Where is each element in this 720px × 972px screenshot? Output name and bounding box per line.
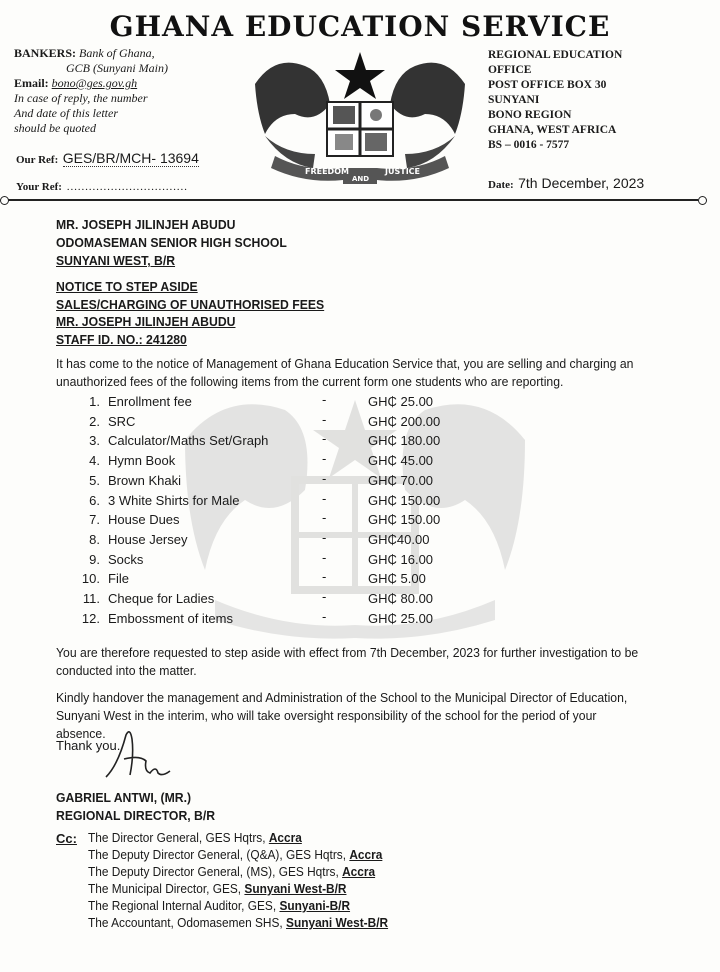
list-item: 7. House Dues - GH₵ 150.00 xyxy=(89,510,441,528)
our-ref xyxy=(16,150,199,168)
motto-and: AND xyxy=(352,175,370,183)
recipient-school: ODOMASEMAN SENIOR HIGH SCHOOL xyxy=(56,235,287,250)
header-right-block xyxy=(488,48,622,153)
date xyxy=(488,175,644,193)
cc-list xyxy=(88,830,388,932)
subject-line1: NOTICE TO STEP ASIDE xyxy=(56,279,198,294)
office-line4: SUNYANI xyxy=(488,94,540,106)
email-label: Email: xyxy=(14,76,49,90)
list-item: 4. Hymn Book - GH₵ 45.00 xyxy=(89,451,434,469)
subject-block xyxy=(56,278,324,348)
signature-block xyxy=(56,789,215,824)
cc-entry: The Municipal Director, GES, Sunyani West-B/R xyxy=(88,882,347,896)
list-item: 6. 3 White Shirts for Male - GH₵ 150.00 xyxy=(89,490,441,508)
date-label: Date: xyxy=(488,179,514,191)
reply-line3: should be quoted xyxy=(14,121,96,135)
list-item: 1. Enrollment fee - GH₵ 25.00 xyxy=(89,392,434,409)
signatory-name: GABRIEL ANTWI, (MR.) xyxy=(56,790,192,805)
reply-line1: In case of reply, the number xyxy=(14,91,148,105)
handover-paragraph: Kindly handover the management and Administration of the School to the Municipal Director of Education, Sunyani West in the interim, who will take oversight responsibility of the school for the period of your absence. xyxy=(56,690,628,741)
recipient-block xyxy=(56,216,287,270)
subject-line2: SALES/CHARGING OF UNAUTHORISED FEES xyxy=(56,296,325,312)
list-item: 2. SRC - GH₵ 200.00 xyxy=(89,411,441,429)
intro-paragraph: It has come to the notice of Management of Ghana Education Service that, you are selling and charging an unauthorized fees of the following items from the current form one students who are reporting. xyxy=(56,356,634,389)
thanks-text: Thank you. xyxy=(56,738,121,753)
header-divider xyxy=(8,199,698,201)
list-item: 12. Embossment of items - GH₵ 25.00 xyxy=(81,608,434,626)
office-line6: GHANA, WEST AFRICA xyxy=(488,124,617,136)
list-item: 9. Socks - GH₵ 16.00 xyxy=(89,549,434,567)
cc-entry: The Director General, GES Hqtrs, Accra xyxy=(88,831,302,845)
header-left-block xyxy=(14,46,168,136)
recipient-location: SUNYANI WEST, B/R xyxy=(56,253,176,268)
cc-entry: The Regional Internal Auditor, GES, Sunyani-B/R xyxy=(88,899,351,913)
office-line1: REGIONAL EDUCATION xyxy=(488,49,623,61)
list-item: 5. Brown Khaki - GH₵ 70.00 xyxy=(89,470,434,488)
signatory-title: REGIONAL DIRECTOR, B/R xyxy=(56,807,216,823)
signature-mark-icon xyxy=(100,725,180,785)
step-aside-paragraph: You are therefore requested to step aside with effect from 7th December, 2023 for further investigation to be conducted into the matter. xyxy=(56,645,639,678)
subject-line4: STAFF ID. NO.: 241280 xyxy=(56,331,187,347)
cc-entry: The Deputy Director General, (Q&A), GES Hqtrs, Accra xyxy=(88,848,383,862)
bankers-label: BANKERS: xyxy=(14,46,77,60)
motto-freedom: FREEDOM xyxy=(305,167,349,176)
list-item: 11. Cheque for Ladies - GH₵ 80.00 xyxy=(82,589,434,606)
office-line5: BONO REGION xyxy=(488,109,572,121)
list-item: 10. File - GH₵ 5.00 xyxy=(81,569,426,587)
subject-line3: MR. JOSEPH JILINJEH ABUDU xyxy=(56,314,236,329)
cc-label: Cc: xyxy=(56,831,77,846)
your-ref-value: …………………………… xyxy=(66,181,188,193)
cc-entry: The Deputy Director General, (MS), GES Hqtrs, Accra xyxy=(88,865,376,879)
office-line7: BS – 0016 - 7577 xyxy=(488,139,570,151)
bankers-line2: GCB (Sunyani Main) xyxy=(66,61,168,75)
our-ref-value: GES/BR/MCH- 13694 xyxy=(62,150,199,166)
your-ref xyxy=(16,177,187,195)
our-ref-label: Our Ref: xyxy=(16,154,59,166)
office-line3: POST OFFICE BOX 30 xyxy=(488,79,607,91)
recipient-name: MR. JOSEPH JILINJEH ABUDU xyxy=(56,217,236,232)
your-ref-label: Your Ref: xyxy=(16,181,62,193)
cc-entry: The Accountant, Odomasemen SHS, Sunyani West-B/R xyxy=(88,916,389,930)
organization-title: GHANA EDUCATION SERVICE xyxy=(109,10,611,43)
bankers-line1: Bank of Ghana, xyxy=(79,46,155,60)
email-link[interactable]: bono@ges.gov.gh xyxy=(51,76,138,90)
office-line2: OFFICE xyxy=(488,64,532,76)
list-item: 8. House Jersey - GH₵40.00 xyxy=(89,529,430,547)
list-item: 3. Calculator/Maths Set/Graph - GH₵ 180.00 xyxy=(89,431,441,449)
reply-line2: And date of this letter xyxy=(14,106,118,120)
date-value: 7th December, 2023 xyxy=(518,175,645,191)
motto-justice: JUSTICE xyxy=(385,167,421,176)
coat-of-arms-icon xyxy=(235,44,485,192)
